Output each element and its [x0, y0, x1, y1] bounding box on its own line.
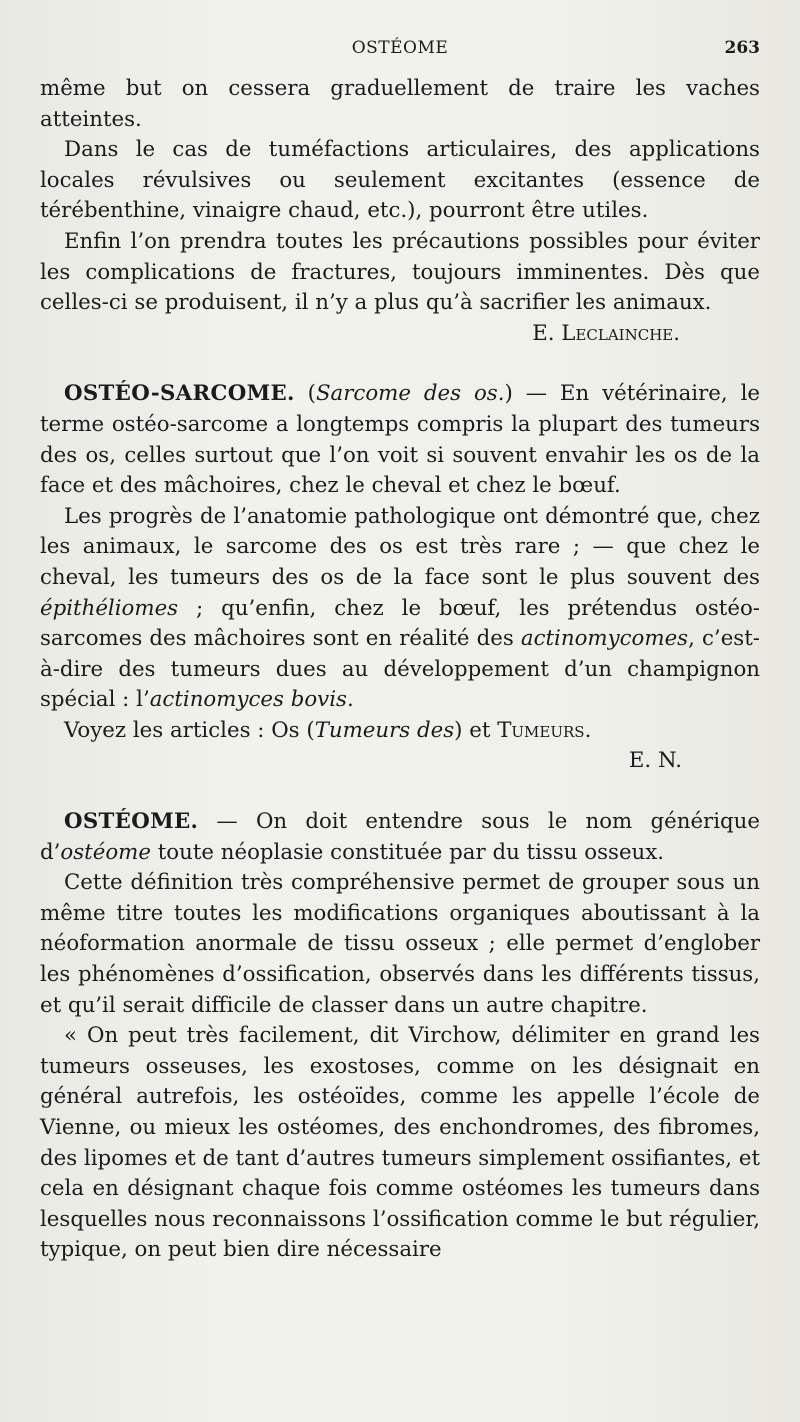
paren-open: (	[294, 381, 316, 407]
running-head	[40, 38, 760, 62]
page-number: 263	[724, 38, 760, 58]
paragraph-precautions: Enfin l’on prendra toutes les précautions possibles pour éviter les complications de fractures, toujours imminentes. Dès que celles-ci se produisent, il n’y a plus qu’à sacrifier les animaux.	[40, 228, 760, 316]
text-run: Les progrès de l’anatomie pathologique ont démontré que, chez les animaux, le sarcome des os est très rare ; — que chez le cheval, les tumeurs des os de la face sont le plus souvent des	[40, 503, 760, 590]
text-run: .	[346, 687, 354, 713]
text-run: .	[584, 717, 592, 743]
small-caps-tumeurs: Tumeurs	[497, 717, 585, 743]
text-run: toute néoplasie constituée par du tissu osseux.	[150, 839, 665, 865]
text-run: ; qu’enfin, chez le bœuf, les prétendus ostéo-sarcomes des mâchoires sont en réalité des	[40, 595, 760, 652]
entry-osteome	[40, 807, 760, 868]
entry-osteo-sarcome	[40, 379, 760, 501]
signature-text: E. Leclainche.	[532, 320, 680, 346]
italic-osteome: ostéome	[60, 839, 151, 865]
text-run: , c’est-à-dire des tumeurs dues au développement d’un champignon spécial : l’	[40, 626, 760, 713]
gloss-sarcome-des-os: Sarcome des os.	[315, 381, 505, 407]
paragraph-virchow-quote: « On peut très facilement, dit Virchow, délimiter en grand les tumeurs osseuses, les exostoses, comme on les désignait en général autrefois, les ostéoïdes, comme les appelle l’école de Vienne, ou mieux les ostéomes, des enchondromes, des fibromes, des lipomes et de tant d’autres tumeurs simplement ossifiantes, et cela en désignant chaque fois comme ostéomes les tumeurs dans lesquelles nous reconnaissons l’ossification comme le but régulier, typique, on peut bien dire nécessaire	[40, 1023, 760, 1263]
text-run: — On doit entendre sous le nom générique d’	[40, 809, 760, 865]
italic-actinomyces-bovis: actinomyces bovis	[149, 687, 347, 713]
italic-epitheliomes: épithéliomes	[40, 595, 179, 621]
text-run: ) et	[454, 717, 498, 743]
italic-tumeurs-des: Tumeurs des	[314, 717, 455, 743]
running-title: OSTÉOME	[351, 38, 449, 58]
page-body	[40, 74, 760, 1266]
paragraph-applications: Dans le cas de tuméfactions articulaires, des applications locales révulsives ou seulement excitantes (essence de térébenthine, vinaigre chaud, etc.), pourront être utiles.	[40, 137, 760, 224]
paragraph-continuation: même but on cessera graduellement de traire les vaches atteintes.	[40, 76, 760, 132]
entry-gap	[40, 777, 760, 807]
italic-actinomycomes: actinomycomes	[520, 626, 689, 652]
headword-osteome: OSTÉOME.	[64, 809, 199, 835]
paragraph-definition: Cette définition très compréhensive permet de grouper sous un même titre toutes les modifications organiques aboutissant à la néoformation anormale de tissu osseux ; elle permet d’englober les phénomènes d’ossification, observés dans les différents tissus, et qu’il serait difficile de classer dans un autre chapitre.	[40, 870, 760, 1018]
author-signature-en: E. N.	[628, 748, 682, 774]
paragraph-voyez-articles	[40, 716, 760, 747]
headword-osteo-sarcome: OSTÉO-SARCOME.	[64, 381, 295, 407]
text-run: Voyez les articles : Os (	[64, 717, 315, 743]
paragraph-anatomie-pathologique	[40, 502, 760, 716]
entry-text: ) — En vétérinaire, le terme ostéo-sarcome a longtemps compris la plupart des tumeurs des os, celles surtout que l’on voit si souvent envahir les os de la face et des mâchoires, chez le cheval et chez le bœuf.	[40, 381, 760, 499]
author-signature-leclainche	[40, 319, 760, 350]
entry-gap	[40, 349, 760, 379]
